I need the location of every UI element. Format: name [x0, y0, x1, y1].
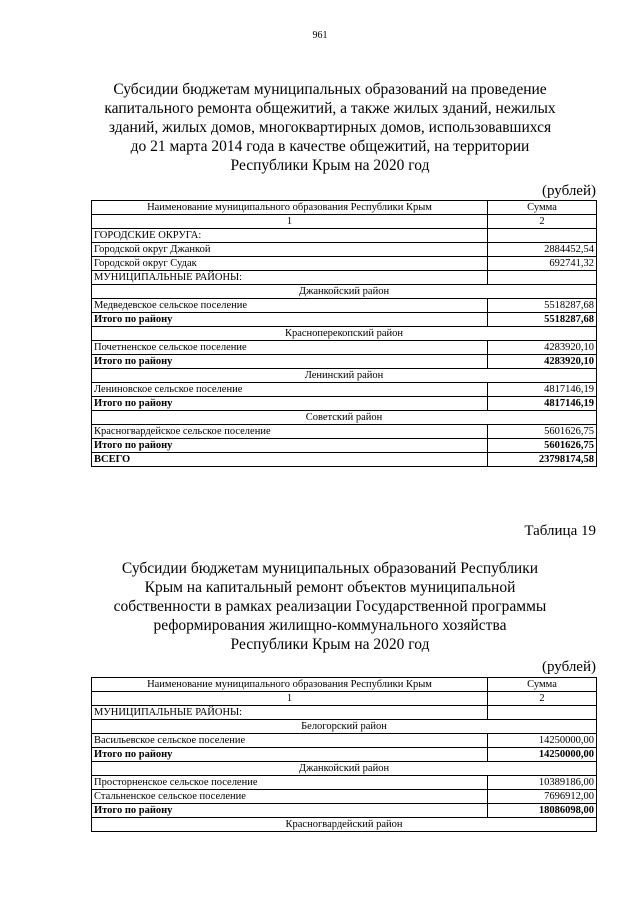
table-label: Таблица 19 [524, 523, 596, 539]
district-name: Красноперекопский район [92, 327, 597, 341]
table-row [92, 257, 597, 271]
row-sum: 692741,32 [488, 257, 597, 271]
row-sum: 5601626,75 [488, 425, 597, 439]
row-sum: 7696912,00 [488, 790, 597, 804]
row-name: Васильевское сельское поселение [92, 734, 488, 748]
row-sum [488, 706, 597, 720]
title-line: зданий, жилых домов, многоквартирных домов, использовавшихся [108, 119, 552, 136]
column-number: 2 [488, 692, 597, 706]
row-name: Лениновское сельское поселение [92, 383, 488, 397]
row-sum: 23798174,58 [488, 453, 597, 467]
title-line: до 21 марта 2014 года в качестве общежитий, на территории [130, 138, 530, 155]
row-name: ГОРОДСКИЕ ОКРУГА: [92, 229, 488, 243]
row-name: Почетненское сельское поселение [92, 341, 488, 355]
title-line: Республики Крым на 2020 год [230, 157, 430, 174]
title-line: капитального ремонта общежитий, а также жилых зданий, нежилых [104, 100, 556, 117]
row-name: Итого по району [92, 439, 488, 453]
district-header-row [92, 720, 597, 734]
district-name: Красногвардейский район [92, 818, 597, 832]
column-number: 1 [92, 215, 488, 229]
column-header-name: Наименование муниципального образования Республики Крым [92, 201, 488, 215]
district-header-row [92, 327, 597, 341]
total-row [92, 804, 597, 818]
title-line: Субсидии бюджетам муниципальных образований Республики [121, 560, 539, 577]
column-header-sum: Сумма [488, 678, 597, 692]
table-row [92, 706, 597, 720]
district-header-row [92, 369, 597, 383]
row-sum: 10389186,00 [488, 776, 597, 790]
row-name: Итого по району [92, 748, 488, 762]
column-header-name: Наименование муниципального образования Республики Крым [92, 678, 488, 692]
table-header-row [92, 201, 597, 215]
row-sum [488, 229, 597, 243]
column-number: 1 [92, 692, 488, 706]
row-name: Городской округ Судак [92, 257, 488, 271]
table-header-row [92, 678, 597, 692]
units-label: (рублей) [541, 183, 596, 199]
row-name: Городской округ Джанкой [92, 243, 488, 257]
row-sum: 14250000,00 [488, 748, 597, 762]
table-row [92, 271, 597, 285]
subsidy-table-2 [91, 677, 597, 832]
row-sum: 5518287,68 [488, 299, 597, 313]
row-name: Итого по району [92, 355, 488, 369]
table-row [92, 425, 597, 439]
row-sum [488, 271, 597, 285]
row-name: ВСЕГО [92, 453, 488, 467]
title-line: Субсидии бюджетам муниципальных образований на проведение [113, 81, 547, 98]
table-row [92, 776, 597, 790]
district-header-row [92, 411, 597, 425]
row-name: МУНИЦИПАЛЬНЫЕ РАЙОНЫ: [92, 271, 488, 285]
district-header-row [92, 818, 597, 832]
table-row [92, 243, 597, 257]
total-row [92, 397, 597, 411]
row-name: Красногвардейское сельское поселение [92, 425, 488, 439]
table-row [92, 734, 597, 748]
total-row [92, 355, 597, 369]
district-name: Джанкойский район [92, 762, 597, 776]
total-row [92, 313, 597, 327]
row-name: Итого по району [92, 313, 488, 327]
row-name: Итого по району [92, 397, 488, 411]
subsidy-table-1 [91, 200, 597, 467]
table-column-number-row [92, 692, 597, 706]
title-line: собственности в рамках реализации Государственной программы [113, 598, 547, 615]
column-header-sum: Сумма [488, 201, 597, 215]
column-number: 2 [488, 215, 597, 229]
total-row [92, 439, 597, 453]
district-name: Ленинский район [92, 369, 597, 383]
table-row [92, 790, 597, 804]
row-name: Итого по району [92, 804, 488, 818]
row-name: Просторненское сельское поселение [92, 776, 488, 790]
table-row [92, 383, 597, 397]
row-sum: 4283920,10 [488, 341, 597, 355]
title-line: Крым на капитальный ремонт объектов муниципальной [144, 579, 516, 596]
district-header-row [92, 285, 597, 299]
district-name: Джанкойский район [92, 285, 597, 299]
row-sum: 4817146,19 [488, 383, 597, 397]
row-sum: 5518287,68 [488, 313, 597, 327]
district-header-row [92, 762, 597, 776]
district-name: Белогорский район [92, 720, 597, 734]
row-name: Стальненское сельское поселение [92, 790, 488, 804]
row-sum: 14250000,00 [488, 734, 597, 748]
row-sum: 2884452,54 [488, 243, 597, 257]
district-name: Советский район [92, 411, 597, 425]
section-1-title [80, 80, 580, 175]
table-column-number-row [92, 215, 597, 229]
title-line: реформирования жилищно-коммунального хозяйства [153, 617, 507, 634]
title-line: Республики Крым на 2020 год [230, 636, 430, 653]
row-sum: 5601626,75 [488, 439, 597, 453]
row-sum: 4817146,19 [488, 397, 597, 411]
row-name: Медведевское сельское поселение [92, 299, 488, 313]
units-label: (рублей) [541, 659, 596, 675]
table-row [92, 299, 597, 313]
row-name: МУНИЦИПАЛЬНЫЕ РАЙОНЫ: [92, 706, 488, 720]
page-number: 961 [312, 30, 328, 41]
row-sum: 18086098,00 [488, 804, 597, 818]
table-row [92, 341, 597, 355]
total-row [92, 453, 597, 467]
section-2-title [80, 559, 580, 654]
row-sum: 4283920,10 [488, 355, 597, 369]
total-row [92, 748, 597, 762]
table-row [92, 229, 597, 243]
